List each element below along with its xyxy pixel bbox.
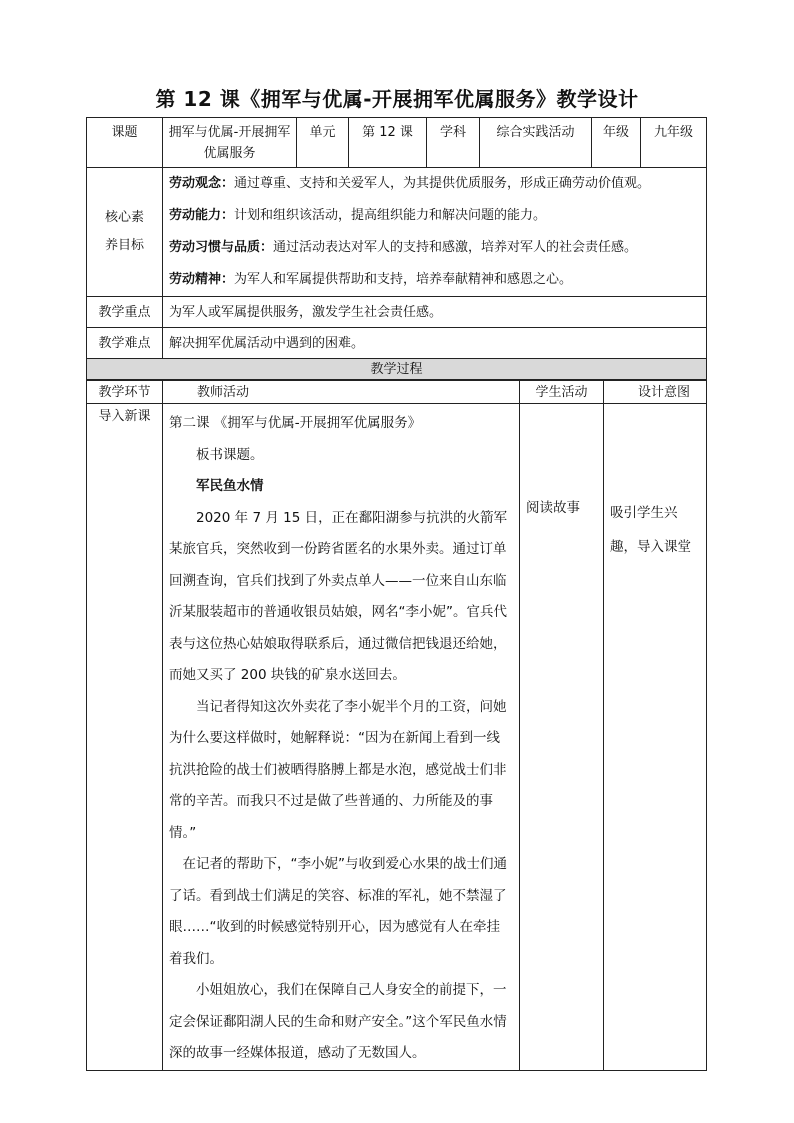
subject-label: 学科 <box>427 118 480 168</box>
core-goals-content <box>163 168 707 297</box>
core-goal-key: 劳动观念： <box>169 176 235 191</box>
difficulty-text: 解决拥军优属活动中遇到的困难。 <box>163 328 707 359</box>
core-goal-item <box>169 200 702 232</box>
story-heading: 军民鱼水情 <box>196 478 264 494</box>
core-goals-row <box>87 168 707 297</box>
lesson-label: 课题 <box>87 118 163 168</box>
teacher-paragraph: 当记者得知这次外卖花了李小妮半个月的工资，问她为什么要这样做时，她解释说：“因为在新闻上看到一线抗洪抢险的战士们被晒得胳膊上都是水泡，感觉战士们非常的辛苦。而我只不过是做了些普通的、力所能及的事情。” <box>169 698 507 841</box>
core-goal-text: 通过尊重、支持和关爱军人，为其提供优质服务，形成正确劳动价值观。 <box>234 176 651 191</box>
teacher-line: 第二课 《拥军与优属-开展拥军优属服务》 <box>169 415 422 431</box>
col-stage-header: 教学环节 <box>87 381 163 404</box>
grade-label: 年级 <box>592 118 641 168</box>
lesson-value: 拥军与优属-开展拥军优属服务 <box>163 118 297 168</box>
core-goal-text: 为军人和军属提供帮助和支持，培养奉献精神和感恩之心。 <box>234 272 573 287</box>
process-row <box>87 404 707 1071</box>
col-teacher-header: 教师活动 <box>163 381 520 404</box>
unit-value: 第 12 课 <box>349 118 427 168</box>
process-title-row <box>87 359 707 380</box>
difficulty-row <box>87 328 707 359</box>
teacher-activity-cell <box>163 404 520 1071</box>
core-goal-text: 计划和组织该活动，提高组织能力和解决问题的能力。 <box>234 208 547 223</box>
col-student-header: 学生活动 <box>520 381 604 404</box>
core-goals-label-line1: 核心素 <box>104 210 144 225</box>
process-header-row <box>87 381 707 404</box>
stage-cell: 导入新课 <box>87 404 163 1071</box>
core-goal-item <box>169 264 702 296</box>
key-point-label: 教学重点 <box>87 297 163 328</box>
lesson-plan-table <box>86 117 706 1071</box>
info-row <box>87 118 707 168</box>
core-goals-label-line2: 养目标 <box>104 238 144 253</box>
teacher-line: 板书课题。 <box>196 446 264 463</box>
key-point-text: 为军人或军属提供服务，激发学生社会责任感。 <box>163 297 707 328</box>
core-goal-item <box>169 168 702 200</box>
difficulty-label: 教学难点 <box>87 328 163 359</box>
teacher-paragraph: 2020 年 7 月 15 日，正在鄱阳湖参与抗洪的火箭军某旅官兵，突然收到一份跨省匿名的水果外卖。通过订单回溯查询，官兵们找到了外卖点单人——一位来自山东临沂某服装超市的普通收银员姑娘，网名“李小妮”。官兵代表与这位热心姑娘取得联系后，通过微信把钱退还给她，而她又买了 200 块钱的矿泉水送回去。 <box>169 509 508 683</box>
core-goal-key: 劳动习惯与品质： <box>169 240 274 255</box>
process-title: 教学过程 <box>87 359 707 380</box>
student-activity-cell: 阅读故事 <box>520 404 604 1071</box>
core-goal-key: 劳动精神： <box>169 272 235 287</box>
core-goals-label <box>87 168 163 297</box>
key-point-row <box>87 297 707 328</box>
core-goal-item <box>169 232 702 264</box>
unit-label: 单元 <box>297 118 349 168</box>
col-intent-header: 设计意图 <box>604 381 707 404</box>
intent-cell: 吸引学生兴趣，导入课堂 <box>604 404 707 1071</box>
teacher-paragraph: 小姐姐放心，我们在保障自己人身安全的前提下，一定会保证鄱阳湖人民的生命和财产安全。”这个军民鱼水情深的故事一经媒体报道，感动了无数国人。 <box>169 982 507 1061</box>
core-goal-text: 通过活动表达对军人的支持和感激，培养对军人的社会责任感。 <box>273 240 638 255</box>
subject-value: 综合实践活动 <box>480 118 592 168</box>
page-title: 第 12 课《拥军与优属-开展拥军优属服务》教学设计 <box>155 87 639 111</box>
core-goal-key: 劳动能力： <box>169 208 235 223</box>
teacher-paragraph: 在记者的帮助下，“李小妮”与收到爱心水果的战士们通了话。看到战士们满足的笑容、标准的军礼，她不禁湿了眼……“收到的时候感觉特别开心，因为感觉有人在牵挂着我们。 <box>169 856 507 967</box>
grade-value: 九年级 <box>641 118 707 168</box>
